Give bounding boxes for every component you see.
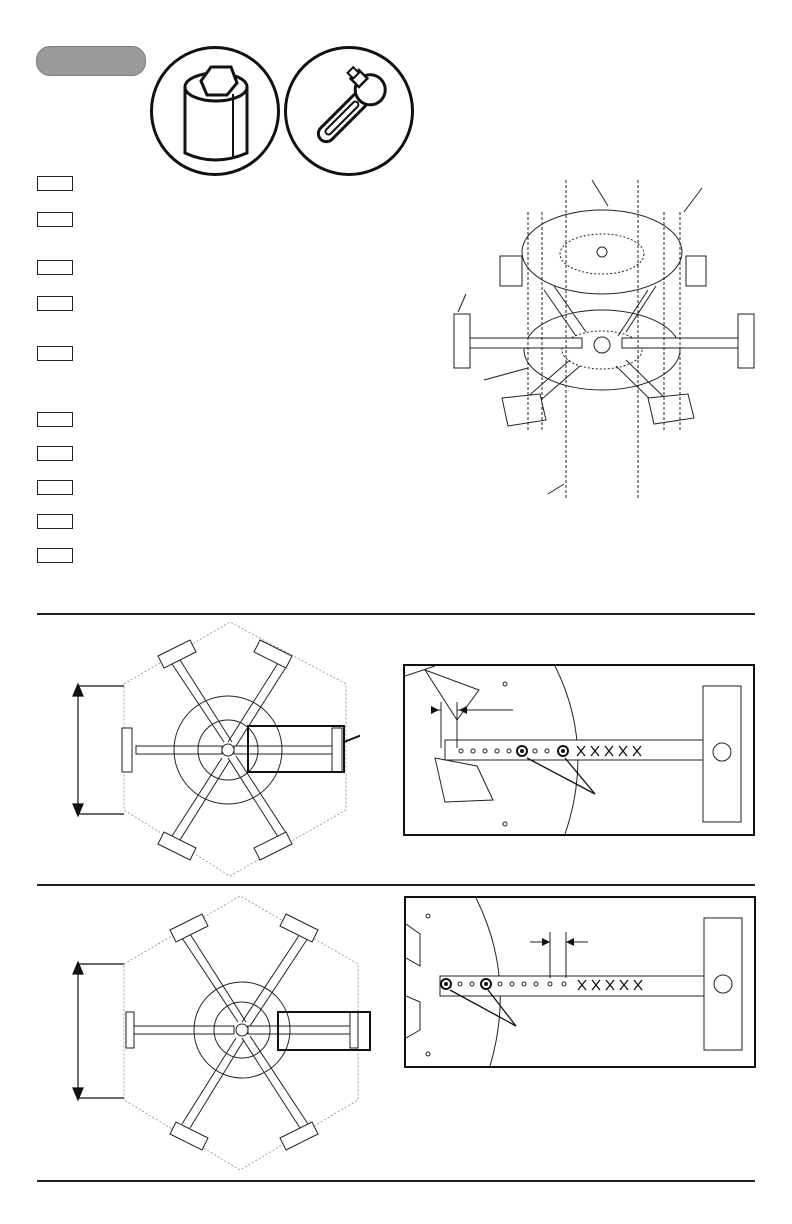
- step-box-4: [37, 296, 73, 311]
- socket-tool-circle: [150, 46, 280, 176]
- step-box-5: [37, 346, 73, 361]
- detail-view-box-1: [403, 664, 755, 836]
- ratchet-wrench-icon: [287, 49, 411, 173]
- step-box-7: [37, 446, 73, 461]
- exploded-assembly-diagram: [440, 160, 770, 510]
- step-box-9: [37, 514, 73, 529]
- step-box-2: [37, 212, 73, 227]
- callout-highlight-box-1: [248, 726, 344, 772]
- hex-socket-icon: [153, 49, 277, 173]
- section-divider-middle: [37, 884, 755, 886]
- arm-bolt-detail-2: [406, 898, 754, 1066]
- step-box-3: [37, 260, 73, 275]
- tools-required-pill: [36, 46, 146, 76]
- arm-bolt-detail-1: [405, 666, 753, 834]
- step-box-8: [37, 480, 73, 495]
- hexagon-layout-diagram-1: [60, 618, 360, 882]
- ratchet-tool-circle: [284, 46, 414, 176]
- step-box-10: [37, 548, 73, 563]
- step-box-6: [37, 412, 73, 427]
- hexagon-layout-diagram-2: [60, 892, 380, 1178]
- step-box-1: [37, 176, 73, 191]
- section-divider-top: [37, 613, 755, 615]
- detail-view-box-2: [404, 896, 756, 1068]
- section-divider-bottom: [37, 1180, 755, 1182]
